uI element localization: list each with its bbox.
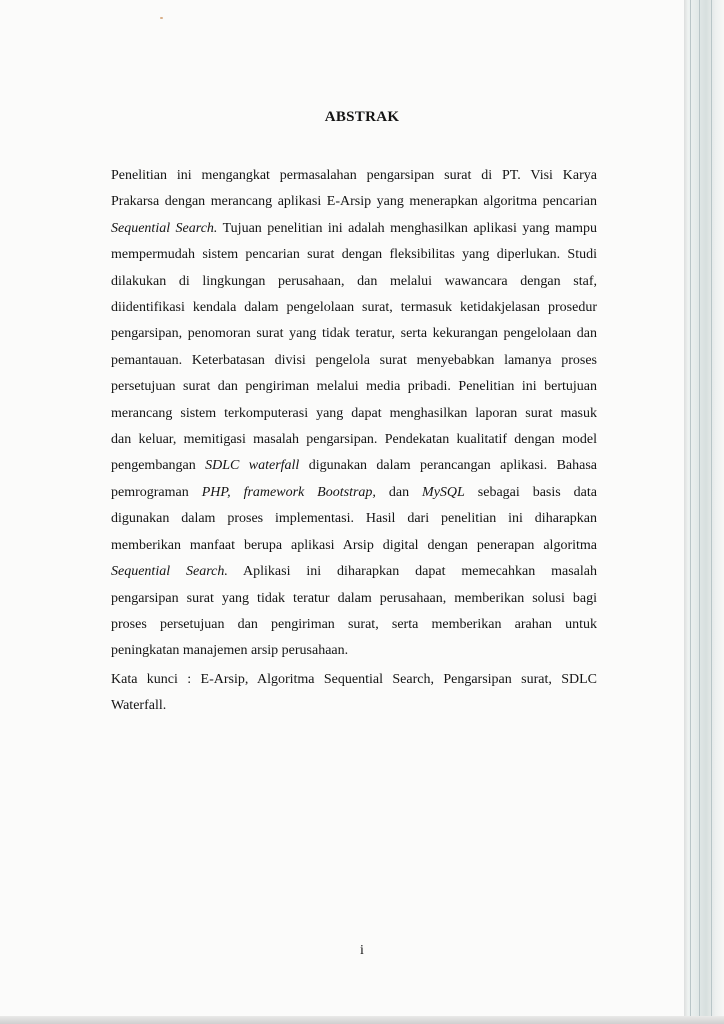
abstract-body — [111, 163, 597, 665]
abstract-line: pengarsipan surat yang tidak teratur dalam perusahaan, memberikan solusi bagi — [111, 590, 597, 606]
abstract-line: pemrograman PHP, framework Bootstrap, dan MySQL sebagai basis data — [111, 484, 597, 500]
abstract-line: digunakan dalam proses implementasi. Hasil dari penelitian ini diharapkan — [111, 511, 597, 527]
abstract-line: mempermudah sistem pencarian surat dengan fleksibilitas yang diperlukan. Studi — [111, 247, 597, 263]
italic-term: PHP, framework Bootstrap, — [201, 484, 376, 500]
abstract-line: Sequential Search. Aplikasi ini diharapkan dapat memecahkan masalah — [111, 564, 598, 580]
page-title: ABSTRAK — [324, 109, 400, 125]
abstract-line: Sequential Search. Tujuan penelitian ini adalah menghasilkan aplikasi yang mampu — [111, 220, 598, 236]
abstract-line: memberikan manfaat berupa aplikasi Arsip digital dengan penerapan algoritma — [111, 537, 597, 553]
italic-term: Sequential Search. — [111, 220, 218, 236]
abstract-line: dilakukan di lingkungan perusahaan, dan melalui wawancara dengan staf, — [111, 273, 597, 289]
keywords-line: Waterfall. — [111, 698, 167, 714]
abstract-line: persetujuan surat dan pengiriman melalui media pribadi. Penelitian ini bertujuan — [111, 379, 597, 395]
keywords-paragraph — [111, 667, 597, 720]
abstract-line: pemantauan. Keterbatasan divisi pengelola surat menyebabkan lamanya proses — [111, 352, 597, 368]
bottom-edge-shadow — [0, 1016, 724, 1024]
paper-speck — [160, 17, 163, 19]
abstract-line: pengembangan SDLC waterfall digunakan dalam perancangan aplikasi. Bahasa — [111, 458, 597, 474]
italic-term: Sequential Search. — [111, 564, 228, 580]
page-edge-shadow — [684, 0, 724, 1024]
abstract-line: peningkatan manajemen arsip perusahaan. — [111, 643, 349, 659]
italic-term: MySQL — [422, 484, 465, 500]
abstract-line: diidentifikasi kendala dalam pengelolaan surat, termasuk ketidakjelasan prosedur — [111, 300, 597, 316]
keywords-line: Kata kunci : E-Arsip, Algoritma Sequential Search, Pengarsipan surat, SDLC — [111, 672, 597, 687]
abstract-line: Penelitian ini mengangkat permasalahan pengarsipan surat di PT. Visi Karya — [111, 168, 597, 183]
abstract-line: Prakarsa dengan merancang aplikasi E-Arsip yang menerapkan algoritma pencarian — [111, 194, 597, 210]
abstract-line: proses persetujuan dan pengiriman surat, serta memberikan arahan untuk — [111, 616, 597, 632]
page-number: i — [360, 943, 364, 958]
abstract-line: merancang sistem terkomputerasi yang dapat menghasilkan laporan surat masuk — [111, 405, 597, 421]
abstract-line: pengarsipan, penomoran surat yang tidak teratur, serta kekurangan pengelolaan dan — [111, 326, 597, 342]
italic-term: SDLC waterfall — [205, 458, 300, 474]
abstract-line: dan keluar, memitigasi masalah pengarsipan. Pendekatan kualitatif dengan model — [111, 432, 597, 448]
